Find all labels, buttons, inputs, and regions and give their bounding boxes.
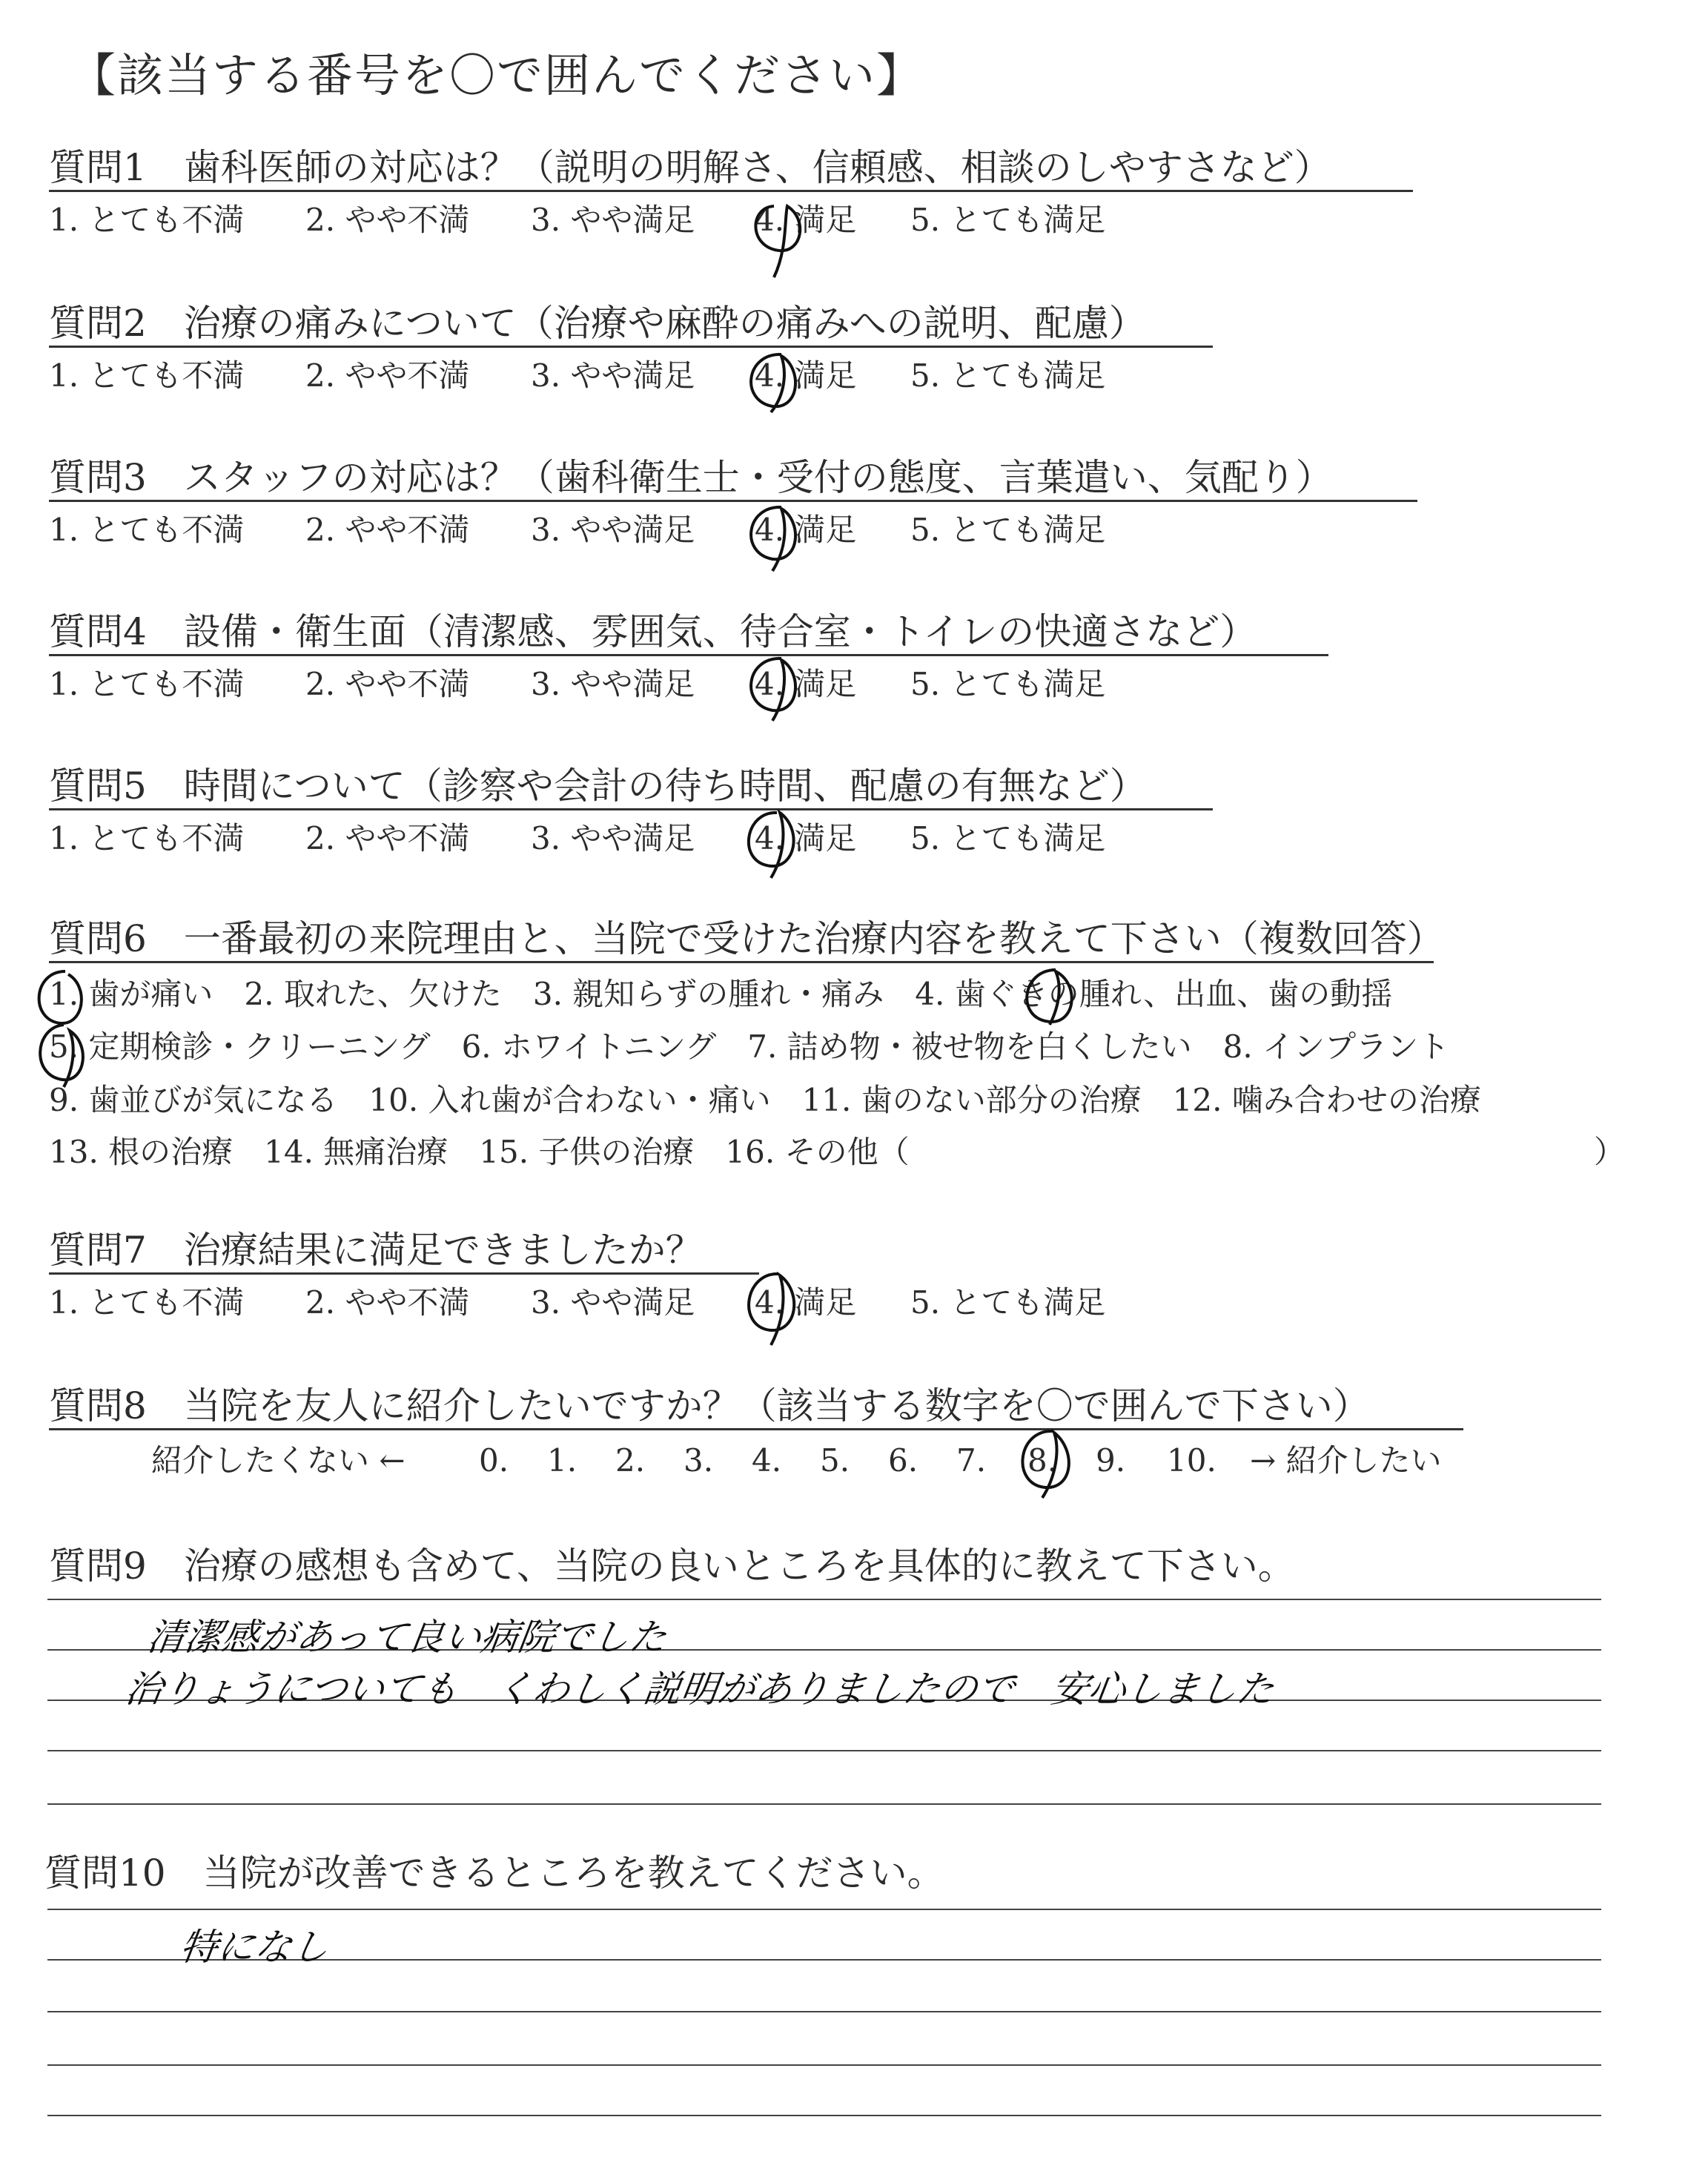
q4-option-4[interactable]: 4. 満足 — [755, 666, 857, 702]
q3-option-1[interactable]: 1. とても不満 — [49, 512, 245, 548]
question-2-underline — [49, 346, 1213, 348]
q6-options-row-2[interactable]: 5. 定期検診・クリーニング 6. ホワイトニング 7. 詰め物・被せ物を白くしたい 8. インプラント — [49, 1028, 1450, 1065]
q4-option-2[interactable]: 2. やや不満 — [305, 666, 470, 702]
q4-option-3[interactable]: 3. やや満足 — [531, 666, 695, 702]
q9-answer-rule-4 — [47, 1750, 1601, 1751]
q1-selection-circle — [744, 190, 826, 286]
q9-answer-rule-1 — [47, 1599, 1601, 1600]
q9-handwritten-line-2: 治りょうについても くわしく説明がありましたので 安心しました — [122, 1668, 1277, 1711]
q7-option-4[interactable]: 4. 満足 — [755, 1284, 857, 1321]
q2-option-5[interactable]: 5. とても満足 — [910, 357, 1106, 394]
q1-option-2[interactable]: 2. やや不満 — [305, 202, 470, 238]
q10-answer-rule-4 — [47, 2064, 1601, 2066]
question-5-heading: 質問5 時間について（診察や会計の待ち時間、配慮の有無など） — [49, 764, 1147, 807]
question-3-underline — [49, 500, 1417, 502]
q3-option-3[interactable]: 3. やや満足 — [531, 512, 695, 548]
q8-scale-4[interactable]: 4. — [752, 1442, 782, 1479]
question-1-underline — [49, 190, 1413, 192]
q10-answer-rule-3 — [47, 2011, 1601, 2012]
q7-option-3[interactable]: 3. やや満足 — [531, 1284, 695, 1321]
q9-answer-rule-5 — [47, 1803, 1601, 1805]
question-9-heading: 質問9 治療の感想も含めて、当院の良いところを具体的に教えて下さい。 — [49, 1545, 1295, 1588]
q7-selection-circle — [734, 1261, 815, 1350]
q5-option-3[interactable]: 3. やや満足 — [531, 820, 695, 856]
question-5-underline — [49, 808, 1213, 810]
q5-option-5[interactable]: 5. とても満足 — [910, 820, 1106, 856]
q8-scale-5[interactable]: 5. — [820, 1442, 850, 1479]
q2-option-2[interactable]: 2. やや不満 — [305, 357, 470, 394]
q8-scale-10[interactable]: 10. — [1167, 1442, 1217, 1479]
q5-option-1[interactable]: 1. とても不満 — [49, 820, 245, 856]
q4-option-1[interactable]: 1. とても不満 — [49, 666, 245, 702]
q7-option-2[interactable]: 2. やや不満 — [305, 1284, 470, 1321]
q2-option-4[interactable]: 4. 満足 — [755, 357, 857, 394]
q3-selection-circle — [735, 501, 817, 575]
q5-option-4[interactable]: 4. 満足 — [755, 820, 857, 856]
q6-options-row-4[interactable]: 13. 根の治療 14. 無痛治療 15. 子供の治療 16. その他（ — [49, 1134, 910, 1170]
q8-scale-0[interactable]: 0. — [479, 1442, 509, 1479]
q1-option-3[interactable]: 3. やや満足 — [531, 202, 695, 238]
question-2-heading: 質問2 治療の痛みについて（治療や麻酔の痛みへの説明、配慮） — [49, 302, 1146, 345]
q6-selection-circle-4 — [1011, 962, 1093, 1029]
q10-answer-rule-1 — [47, 1909, 1601, 1910]
question-8-underline — [49, 1428, 1463, 1430]
question-4-underline — [49, 654, 1328, 656]
q5-selection-circle — [734, 801, 815, 882]
q3-option-5[interactable]: 5. とても満足 — [910, 512, 1106, 548]
q1-option-1[interactable]: 1. とても不満 — [49, 202, 245, 238]
question-6-heading: 質問6 一番最初の来院理由と、当院で受けた治療内容を教えて下さい（複数回答） — [49, 917, 1444, 960]
q1-option-4[interactable]: 4. 満足 — [755, 202, 857, 238]
q8-scale-7[interactable]: 7. — [956, 1442, 987, 1479]
question-3-heading: 質問3 スタッフの対応は？（歯科衛生士・受付の態度、言葉遣い、気配り） — [49, 456, 1333, 499]
q8-selection-circle — [1007, 1421, 1088, 1502]
question-4-heading: 質問4 設備・衛生面（清潔感、雰囲気、待合室・トイレの快適さなど） — [49, 610, 1257, 653]
q8-scale-1[interactable]: 1. — [547, 1442, 577, 1479]
q3-option-4[interactable]: 4. 満足 — [755, 512, 857, 548]
q4-selection-circle — [735, 650, 817, 724]
q8-left-label: 紹介したくない ← — [151, 1442, 406, 1479]
q8-scale-2[interactable]: 2. — [615, 1442, 646, 1479]
q8-right-label: → 紹介したい — [1250, 1442, 1442, 1479]
question-7-heading: 質問7 治療結果に満足できましたか？ — [49, 1229, 703, 1272]
question-1-heading: 質問1 歯科医師の対応は？（説明の明解さ、信頼感、相談のしやすさなど） — [49, 146, 1331, 189]
q9-handwritten-line-1: 清潔感があって良い病院でした — [145, 1616, 670, 1659]
q2-selection-circle — [735, 349, 817, 415]
q4-option-5[interactable]: 5. とても満足 — [910, 666, 1106, 702]
q3-option-2[interactable]: 2. やや不満 — [305, 512, 470, 548]
q6-options-row-1[interactable]: 1. 歯が痛い 2. 取れた、欠けた 3. 親知らずの腫れ・痛み 4. 歯ぐきの腫れ、出血、歯の動揺 — [49, 976, 1393, 1012]
q10-answer-rule-5 — [47, 2115, 1601, 2116]
q5-option-2[interactable]: 2. やや不満 — [305, 820, 470, 856]
q6-other-close-paren: ） — [1594, 1134, 1626, 1170]
q6-selection-circle-1-and-5 — [27, 964, 101, 1090]
q8-scale-9[interactable]: 9. — [1096, 1442, 1126, 1479]
q8-scale-6[interactable]: 6. — [888, 1442, 918, 1479]
question-10-heading: 質問10 当院が改善できるところを教えてください。 — [44, 1852, 944, 1895]
q8-scale-3[interactable]: 3. — [683, 1442, 714, 1479]
q6-options-row-3[interactable]: 9. 歯並びが気になる 10. 入れ歯が合わない・痛い 11. 歯のない部分の治療 12. 噛み合わせの治療 — [49, 1082, 1481, 1118]
q7-option-5[interactable]: 5. とても満足 — [910, 1284, 1106, 1321]
q8-scale-8[interactable]: 8. — [1027, 1442, 1058, 1479]
q2-option-3[interactable]: 3. やや満足 — [531, 357, 695, 394]
q2-option-1[interactable]: 1. とても不満 — [49, 357, 245, 394]
page-title: 【該当する番号を〇で囲んでください】 — [70, 48, 924, 102]
q7-option-1[interactable]: 1. とても不満 — [49, 1284, 245, 1321]
question-6-underline — [49, 961, 1434, 963]
question-7-underline — [49, 1272, 759, 1275]
q10-handwritten-line-1: 特になし — [177, 1926, 332, 1969]
question-8-heading: 質問8 当院を友人に紹介したいですか？（該当する数字を〇で囲んで下さい） — [49, 1384, 1370, 1427]
q1-option-5[interactable]: 5. とても満足 — [910, 202, 1106, 238]
